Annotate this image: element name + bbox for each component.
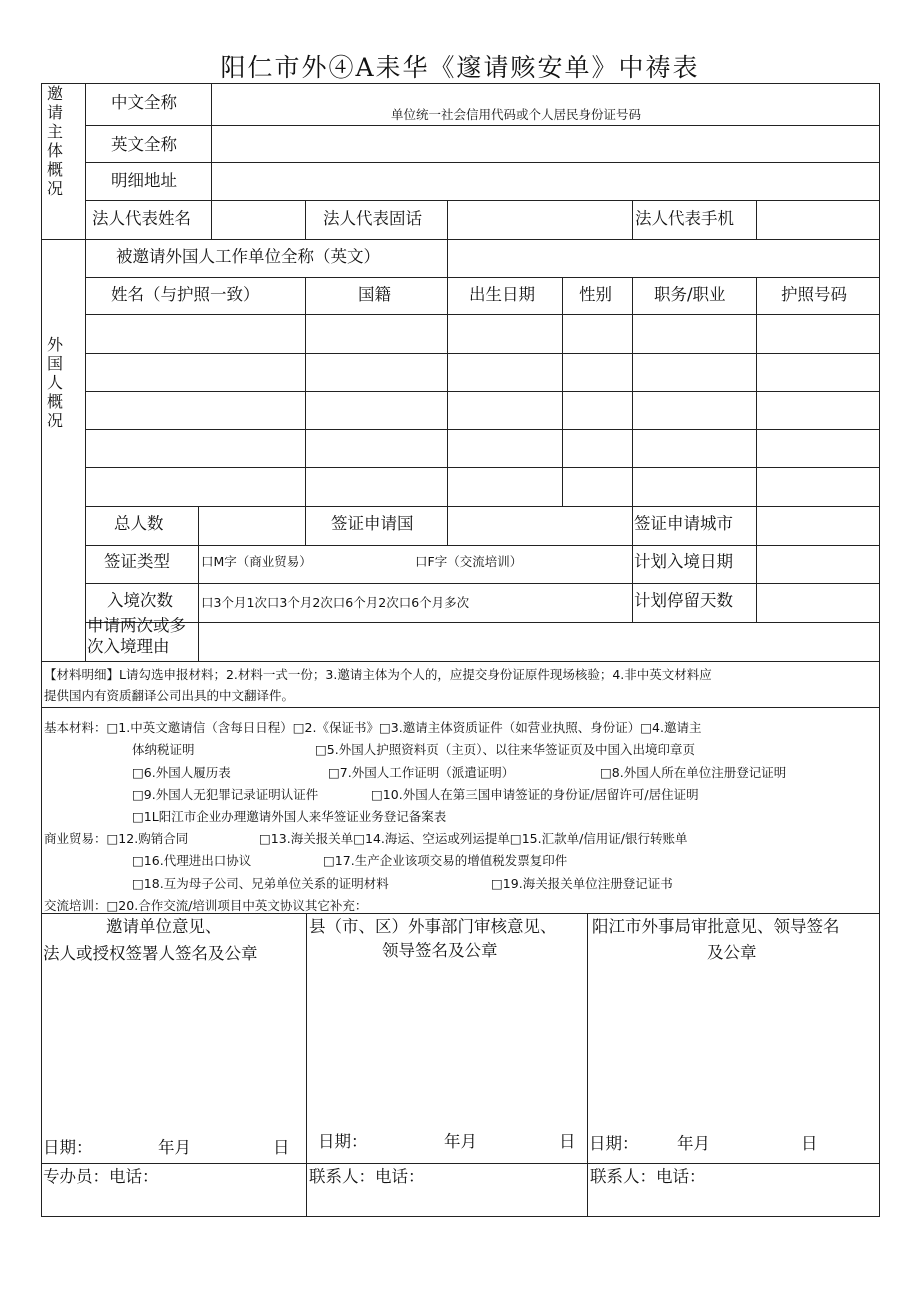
basic-materials-item5[interactable]: □5.外国人护照资料页（主页）、以往来华签证页及中国入出境印章页 — [315, 742, 695, 757]
trade-materials-item13-15[interactable]: □13.海关报关单□14.海运、空运或列运提单□15.汇款单/信用证/银行转账单 — [259, 831, 688, 846]
section-foreigner-label: 外国人概况 — [46, 335, 63, 430]
multi-entry-reason-label: 申请两次或多 次入境理由 — [87, 616, 186, 656]
inviter-opinion-title2: 法人或授权签署人签名及公章 — [43, 944, 258, 963]
visa-type-m-checkbox[interactable]: 口M字（商业贸易） — [201, 554, 312, 569]
cn-name-input[interactable] — [213, 85, 877, 103]
section-inviting-entity-label: 邀请主体概况 — [46, 84, 63, 198]
col-header-occupation: 职务/职业 — [654, 285, 726, 304]
visa-type-label: 签证类型 — [104, 552, 170, 571]
visa-type-f-checkbox[interactable]: 口F字（交流培训） — [415, 554, 523, 569]
trade-materials-item17[interactable]: □17.生产企业该项交易的增值税发票复印件 — [323, 853, 568, 868]
county-date-day: 日 — [559, 1132, 576, 1151]
address-input[interactable] — [213, 164, 877, 198]
city-approval-area[interactable] — [590, 973, 876, 1123]
visa-city-label: 签证申请城市 — [634, 514, 733, 533]
col-header-gender: 性别 — [579, 285, 612, 304]
legal-rep-mobile-label: 法人代表手机 — [635, 209, 734, 228]
col-header-nationality: 国籍 — [358, 285, 391, 304]
inviter-date-label: 日期： — [43, 1138, 93, 1157]
border-right — [879, 83, 880, 1217]
legal-rep-mobile-input[interactable] — [758, 202, 877, 237]
city-date-year-month: 年月 — [677, 1134, 710, 1153]
materials-note-line2: 提供国内有资质翻译公司出具的中文翻译件。 — [44, 688, 295, 703]
county-date-year-month: 年月 — [444, 1132, 477, 1151]
inviter-contact-label: 专办员：电话： — [43, 1167, 159, 1186]
county-date-label: 日期： — [318, 1132, 368, 1151]
entry-date-label: 计划入境日期 — [634, 552, 733, 571]
city-approval-title2: 及公章 — [707, 943, 757, 962]
city-approval-title1: 阳江市外事局审批意见、领导签名 — [592, 917, 840, 936]
credit-code-label: 单位统一社会信用代码或个人居民身份证号码 — [391, 107, 642, 122]
inviter-opinion-title1: 邀请单位意见、 — [106, 917, 222, 936]
employer-name-input[interactable] — [449, 241, 877, 275]
legal-rep-name-label: 法人代表姓名 — [92, 209, 191, 228]
trade-materials-item16[interactable]: □16.代理进出口协议 — [132, 853, 252, 868]
city-date-label: 日期： — [589, 1134, 639, 1153]
county-review-title2: 领导签名及公章 — [382, 941, 498, 960]
col-header-passport: 护照号码 — [781, 285, 847, 304]
inviter-opinion-area[interactable] — [43, 973, 303, 1123]
inviter-date-year-month: 年月 — [158, 1138, 191, 1157]
col-header-name: 姓名（与护照一致） — [111, 285, 260, 304]
legal-rep-tel-input[interactable] — [449, 202, 630, 237]
materials-note-line1: 【材料明细】L请勾选申报材料；2.材料一式一份；3.邀请主体为个人的，应提交身份证原件现场核验；4.非中英文材料应 — [44, 667, 712, 682]
basic-materials-item10[interactable]: □10.外国人在第三国申请签证的身份证/居留许可/居住证明 — [371, 787, 699, 802]
address-label: 明细地址 — [111, 171, 177, 190]
stay-days-label: 计划停留天数 — [634, 591, 733, 610]
total-count-label: 总人数 — [114, 514, 164, 533]
basic-materials-item8[interactable]: □8.外国人所在单位注册登记证明 — [600, 765, 787, 780]
basic-materials-item9[interactable]: □9.外国人无犯罪记录证明认证件 — [132, 787, 319, 802]
trade-materials-item18[interactable]: □18.互为母子公司、兄弟单位关系的证明材料 — [132, 876, 389, 891]
section-label-divider — [85, 83, 86, 661]
border-bottom — [41, 1216, 879, 1217]
inviter-date-day: 日 — [273, 1138, 290, 1157]
legal-rep-name-input[interactable] — [213, 202, 303, 237]
border-top — [41, 83, 879, 84]
entries-label: 入境次数 — [107, 591, 173, 610]
visa-country-label: 签证申请国 — [331, 514, 414, 533]
city-contact-label: 联系人：电话： — [590, 1167, 706, 1186]
basic-materials-line1[interactable]: 基本材料：□1.中英文邀请信（含每日日程）□2.《保证书》□3.邀请主体资质证件（如营业执照、身份证）□4.邀请主 — [44, 720, 702, 735]
basic-materials-item11[interactable]: □1L阳江市企业办理邀请外国人来华签证业务登记备案表 — [132, 809, 447, 824]
legal-rep-tel-label: 法人代表固话 — [323, 209, 422, 228]
employer-name-label: 被邀请外国人工作单位全称（英文） — [116, 247, 380, 266]
basic-materials-line2a: 体纳税证明 — [132, 742, 195, 757]
trade-materials-item12[interactable]: 商业贸易：□12.购销合同 — [44, 831, 189, 846]
county-contact-label: 联系人：电话： — [309, 1167, 425, 1186]
form-title: 阳仁市外④A耒华《邃请赅安单》中祷表 — [220, 53, 700, 82]
cn-name-label: 中文全称 — [111, 93, 177, 112]
col-header-birthdate: 出生日期 — [469, 285, 535, 304]
basic-materials-item6[interactable]: □6.外国人履历表 — [132, 765, 231, 780]
basic-materials-item7[interactable]: □7.外国人工作证明（派遣证明） — [328, 765, 515, 780]
border-left — [41, 83, 42, 1216]
county-review-title1: 县（市、区）外事部门审核意见、 — [309, 917, 557, 936]
exchange-materials-item20[interactable]: 交流培训：□20.合作交流/培训项目中英文协议其它补充： — [44, 898, 368, 913]
county-review-area[interactable] — [309, 973, 585, 1123]
application-form — [41, 83, 879, 1216]
en-name-label: 英文全称 — [111, 135, 177, 154]
entries-options[interactable]: 口3个月1次口3个月2次口6个月2次口6个月多次 — [201, 595, 470, 610]
city-date-day: 日 — [801, 1134, 818, 1153]
trade-materials-item19[interactable]: □19.海关报关单位注册登记证书 — [491, 876, 673, 891]
en-name-input[interactable] — [213, 127, 877, 160]
